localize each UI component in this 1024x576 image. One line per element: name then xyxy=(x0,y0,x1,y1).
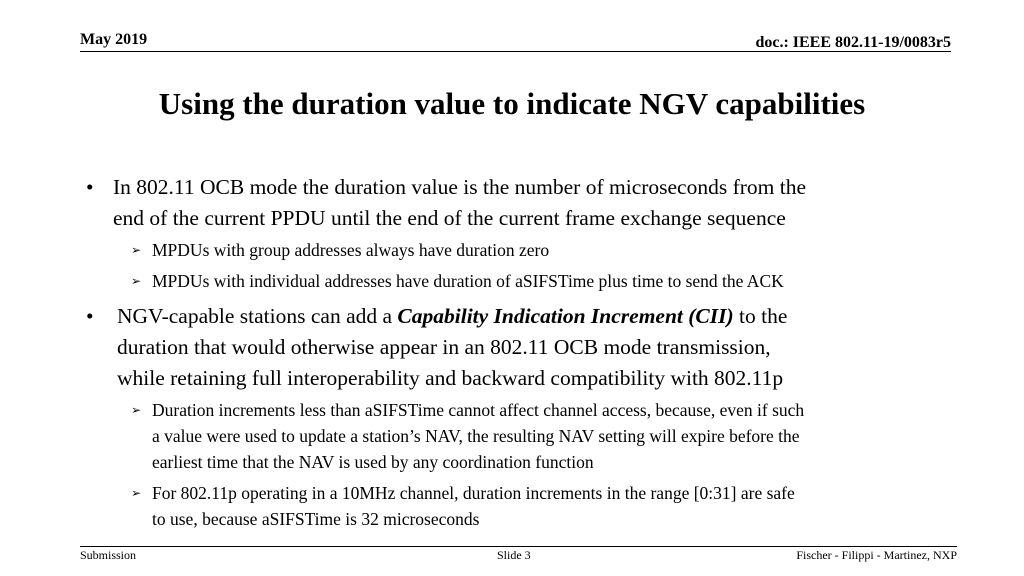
slide-title: Using the duration value to indicate NGV capabilities xyxy=(158,86,866,121)
footer-submission: Submission xyxy=(80,548,137,562)
footer-rule xyxy=(80,546,957,547)
footer-slide-number: Slide 3 xyxy=(497,548,531,562)
header-date: May 2019 xyxy=(80,31,148,48)
sub-bullet-arrow-icon: ➢ xyxy=(131,274,142,288)
bullet-2-text-before: NGV-capable stations can add a xyxy=(117,304,398,328)
bullet-2-sub-2-line-2: to use, because aSIFSTime is 32 microseconds xyxy=(152,509,480,529)
sub-bullet-arrow-icon: ➢ xyxy=(131,243,142,257)
bullet-2-sub-1-line-3: earliest time that the NAV is used by any coordination function xyxy=(152,452,594,472)
bullet-1-sub-1: MPDUs with group addresses always have duration zero xyxy=(152,240,550,260)
sub-bullet-arrow-icon: ➢ xyxy=(131,486,142,500)
bullet-2-line-1 xyxy=(117,301,787,332)
cii-emphasis: Capability Indication Increment (CII) xyxy=(397,304,734,328)
bullet-2-line-3: while retaining full interoperability and backward compatibility with 802.11p xyxy=(117,366,784,390)
bullet-icon: • xyxy=(86,304,94,328)
bullet-1-line-1: In 802.11 OCB mode the duration value is the number of microseconds from the xyxy=(113,175,807,199)
bullet-2-sub-1-line-2: a value were used to update a station’s NAV, the resulting NAV setting will expire before the xyxy=(152,426,800,446)
bullet-1-sub-2: MPDUs with individual addresses have duration of aSIFSTime plus time to send the ACK xyxy=(152,271,784,291)
bullet-2-sub-1-line-1: Duration increments less than aSIFSTime cannot affect channel access, because, even if such xyxy=(152,400,805,420)
footer-authors: Fischer - Filippi - Martinez, NXP xyxy=(796,548,957,562)
header-doc-id: doc.: IEEE 802.11-19/0083r5 xyxy=(755,34,951,51)
header-rule xyxy=(80,51,951,52)
bullet-2-sub-2-line-1: For 802.11p operating in a 10MHz channel, duration increments in the range [0:31] are safe xyxy=(152,483,795,503)
sub-bullet-arrow-icon: ➢ xyxy=(131,403,142,417)
bullet-2-line-2: duration that would otherwise appear in an 802.11 OCB mode transmission, xyxy=(117,335,771,359)
bullet-icon: • xyxy=(86,175,94,199)
bullet-2-text-after: to the xyxy=(733,304,788,328)
bullet-1-line-2: end of the current PPDU until the end of the current frame exchange sequence xyxy=(113,206,786,230)
